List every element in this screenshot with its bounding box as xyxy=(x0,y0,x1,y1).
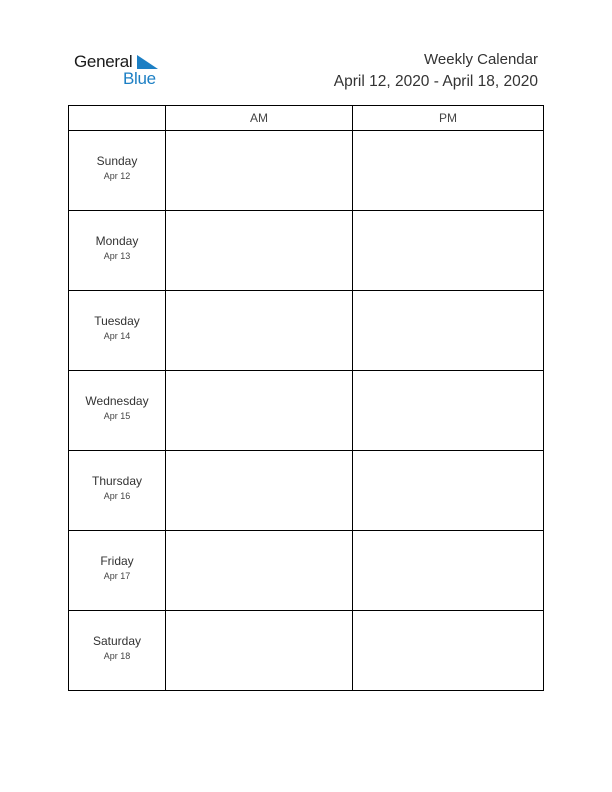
day-cell xyxy=(69,131,166,211)
day-date: Apr 14 xyxy=(103,331,131,341)
day-cell xyxy=(69,451,166,531)
logo-triangle-icon xyxy=(137,55,158,69)
header-day-column xyxy=(69,106,166,131)
am-cell[interactable] xyxy=(166,451,353,531)
am-cell[interactable] xyxy=(166,291,353,371)
day-name: Friday xyxy=(100,554,134,568)
pm-cell[interactable] xyxy=(353,131,544,211)
day-name: Saturday xyxy=(92,634,142,648)
table-row xyxy=(69,371,544,451)
weekly-calendar-table xyxy=(68,105,544,691)
table-row xyxy=(69,451,544,531)
table-row xyxy=(69,531,544,611)
day-date: Apr 15 xyxy=(103,411,131,421)
table-row xyxy=(69,291,544,371)
pm-cell[interactable] xyxy=(353,291,544,371)
day-date: Apr 13 xyxy=(103,251,131,261)
pm-cell[interactable] xyxy=(353,531,544,611)
day-name: Monday xyxy=(95,234,139,248)
day-cell xyxy=(69,291,166,371)
day-date: Apr 16 xyxy=(103,491,131,501)
am-cell[interactable] xyxy=(166,611,353,691)
day-cell xyxy=(69,211,166,291)
logo-word-general: General xyxy=(74,52,133,71)
day-name: Sunday xyxy=(96,154,138,168)
day-name: Tuesday xyxy=(94,314,140,328)
day-cell xyxy=(69,531,166,611)
am-cell[interactable] xyxy=(166,131,353,211)
table-row xyxy=(69,211,544,291)
pm-cell[interactable] xyxy=(353,371,544,451)
day-cell xyxy=(69,371,166,451)
am-cell[interactable] xyxy=(166,211,353,291)
pm-cell[interactable] xyxy=(353,611,544,691)
logo-word-blue: Blue xyxy=(123,69,156,88)
page-title: Weekly Calendar xyxy=(424,51,538,68)
header-pm: PM xyxy=(353,106,544,131)
am-cell[interactable] xyxy=(166,371,353,451)
day-date: Apr 17 xyxy=(103,571,131,581)
day-name: Thursday xyxy=(91,474,143,488)
am-cell[interactable] xyxy=(166,531,353,611)
header-am: AM xyxy=(166,106,353,131)
day-date: Apr 18 xyxy=(103,651,131,661)
day-date: Apr 12 xyxy=(103,171,131,181)
day-name: Wednesday xyxy=(85,394,149,408)
table-row xyxy=(69,611,544,691)
logo xyxy=(74,52,164,92)
pm-cell[interactable] xyxy=(353,451,544,531)
date-range: April 12, 2020 - April 18, 2020 xyxy=(333,73,538,90)
day-cell xyxy=(69,611,166,691)
header-row xyxy=(69,106,544,131)
pm-cell[interactable] xyxy=(353,211,544,291)
table-row xyxy=(69,131,544,211)
